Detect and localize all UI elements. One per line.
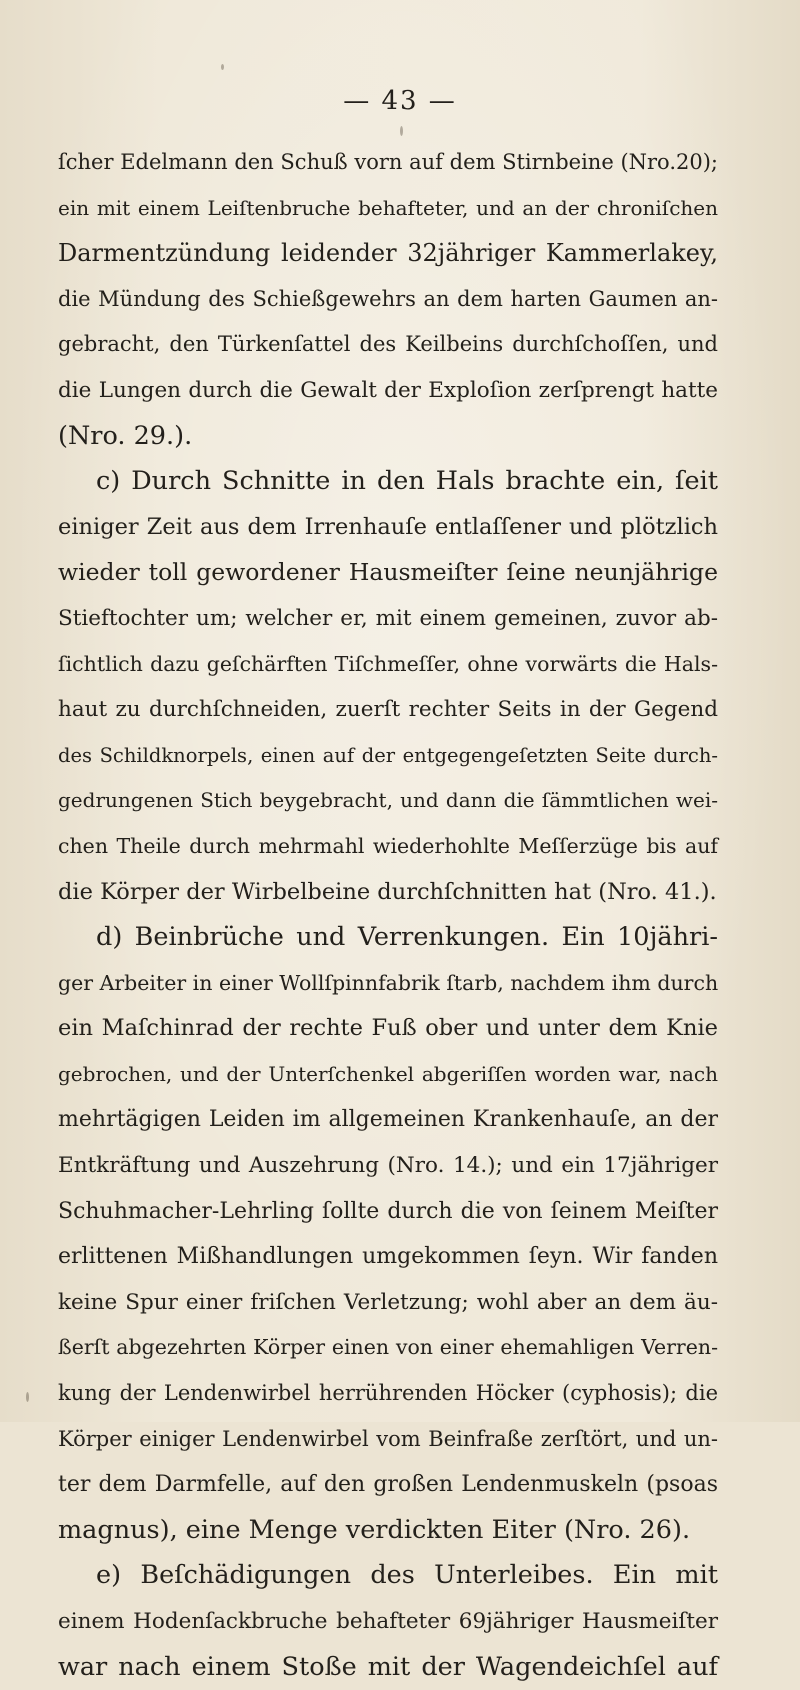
text-line: des Schildknorpels, einen auf der entgegengeſetzten Seite durch- — [58, 743, 718, 767]
text-line: ſichtlich dazu geſchärften Tiſchmeſſer, ohne vorwärts die Hals- — [58, 651, 718, 676]
ink-speck — [400, 126, 403, 136]
text-line: erlittenen Mißhandlungen umgekommen ſeyn. Wir fanden — [58, 1244, 718, 1270]
text-line: Entkräftung und Auszehrung (Nro. 14.); und ein 17jähriger — [58, 1153, 718, 1179]
text-line: magnus), eine Menge verdickten Eiter (Nro. 26). — [58, 1514, 691, 1545]
text-line: gebrochen, und der Unterſchenkel abgeriſſen worden war, nach — [58, 1061, 718, 1086]
text-line: haut zu durchſchneiden, zuerſt rechter Seits in der Gegend — [58, 697, 718, 723]
text-line: Schuhmacher-Lehrling ſollte durch die von ſeinem Meiſter — [58, 1198, 718, 1224]
text-line: einem Hodenſackbruche behafteter 69jähriger Hausmeiſter — [58, 1609, 718, 1634]
text-line: mehrtägigen Leiden im allgemeinen Krankenhauſe, an der — [58, 1107, 718, 1133]
page-number: — 43 — — [343, 86, 457, 116]
text-line: Darmentzündung leidender 32jähriger Kammerlakey, — [58, 239, 718, 268]
text-line: einiger Zeit aus dem Irrenhauſe entlaſſener und plötzlich — [58, 513, 718, 540]
text-line: ein mit einem Leiſtenbruche behafteter, und an der chroniſchen — [58, 195, 718, 220]
text-line: Körper einiger Lendenwirbel vom Beinfraße zerſtört, und un- — [58, 1426, 718, 1451]
text-line: Stieftochter um; welcher er, mit einem gemeinen, zuvor ab- — [58, 605, 718, 631]
text-line: gebracht, den Türkenſattel des Keilbeins durchſchoſſen, und — [58, 332, 718, 357]
text-line: ein Maſchinrad der rechte Fuß ober und unter dem Knie — [58, 1015, 718, 1042]
ink-speck — [26, 1392, 29, 1402]
section-heading-line: d) Beinbrüche und Verrenkungen. Ein 10jähri- — [96, 922, 718, 953]
body-text — [58, 140, 718, 1690]
section-heading-line: c) Durch Schnitte in den Hals brachte ein, ſeit — [96, 466, 718, 497]
text-line: gedrungenen Stich beygebracht, und dann die ſämmtlichen wei- — [58, 788, 718, 813]
text-line: keine Spur einer friſchen Verletzung; wohl aber an dem äu- — [58, 1289, 718, 1315]
text-line: war nach einem Stoße mit der Wagendeichſel auf — [58, 1651, 718, 1682]
text-line: die Lungen durch die Gewalt der Exploſion zerſprengt hatte — [58, 377, 718, 403]
text-line: ſcher Edelmann den Schuß vorn auf dem Stirnbeine (Nro.20); — [58, 150, 718, 174]
text-line: (Nro. 29.). — [58, 420, 193, 451]
text-line: chen Theile durch mehrmahl wiederhohlte Meſſerzüge bis auf — [58, 833, 718, 858]
text-line: die Körper der Wirbelbeine durchſchnitten hat (Nro. 41.). — [58, 878, 717, 905]
text-line: kung der Lendenwirbel herrührenden Höcker (cyphosis); die — [58, 1381, 718, 1406]
section-heading-line: e) Beſchädigungen des Unterleibes. Ein mit — [96, 1560, 718, 1591]
text-line: ger Arbeiter in einer Wollſpinnfabrik ſtarb, nachdem ihm durch — [58, 970, 719, 995]
ink-speck — [221, 64, 224, 70]
text-line: ßerſt abgezehrten Körper einen von einer ehemahligen Verren- — [58, 1335, 718, 1360]
text-line: die Mündung des Schießgewehrs an dem harten Gaumen an- — [58, 286, 718, 311]
text-line: wieder toll gewordener Hausmeiſter ſeine neunjährige — [58, 558, 718, 587]
text-line: ter dem Darmfelle, auf den großen Lendenmuskeln (psoas — [58, 1472, 718, 1498]
